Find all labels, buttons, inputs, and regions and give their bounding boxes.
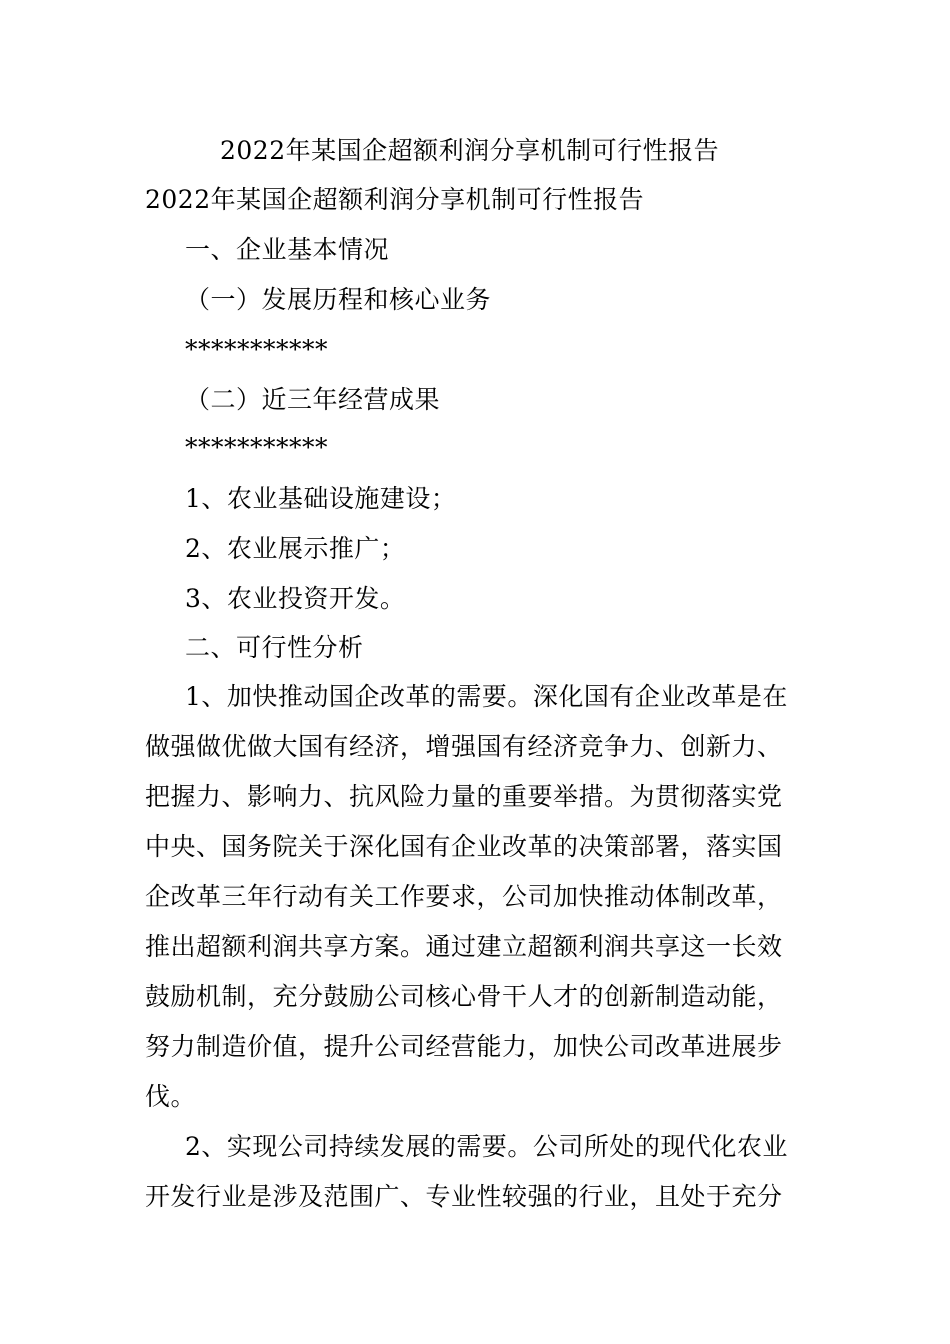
section-heading: 一、企业基本情况 xyxy=(185,235,390,264)
document-title: 2022年某国企超额利润分享机制可行性报告 xyxy=(220,136,720,165)
paragraph-line: 开发行业是涉及范围广、专业性较强的行业，且处于充分 xyxy=(145,1182,783,1211)
paragraph-line: 努力制造价值，提升公司经营能力，加快公司改革进展步 xyxy=(145,1032,783,1061)
document-subtitle: 2022年某国企超额利润分享机制可行性报告 xyxy=(145,185,645,214)
paragraph-line: 中央、国务院关于深化国有企业改革的决策部署，落实国 xyxy=(145,832,783,861)
placeholder-text: *********** xyxy=(185,433,328,462)
paragraph-line: 鼓励机制，充分鼓励公司核心骨干人才的创新制造动能， xyxy=(145,982,783,1011)
list-item: 3、农业投资开发。 xyxy=(185,584,406,613)
paragraph-line: 1、加快推动国企改革的需要。深化国有企业改革是在 xyxy=(185,682,788,711)
list-item: 1、农业基础设施建设； xyxy=(185,484,457,513)
paragraph-line: 推出超额利润共享方案。通过建立超额利润共享这一长效 xyxy=(145,932,783,961)
placeholder-text: *********** xyxy=(185,335,328,364)
paragraph-line: 2、实现公司持续发展的需要。公司所处的现代化农业 xyxy=(185,1132,788,1161)
subsection-heading: （二）近三年经营成果 xyxy=(185,385,441,414)
paragraph-line: 把握力、影响力、抗风险力量的重要举措。为贯彻落实党 xyxy=(145,782,783,811)
paragraph-line: 伐。 xyxy=(145,1082,197,1111)
subsection-heading: （一）发展历程和核心业务 xyxy=(185,285,492,314)
paragraph-line: 企改革三年行动有关工作要求，公司加快推动体制改革， xyxy=(145,882,783,911)
paragraph-line: 做强做优做大国有经济，增强国有经济竞争力、创新力、 xyxy=(145,732,783,761)
list-item: 2、农业展示推广； xyxy=(185,534,406,563)
section-heading: 二、可行性分析 xyxy=(185,633,364,662)
